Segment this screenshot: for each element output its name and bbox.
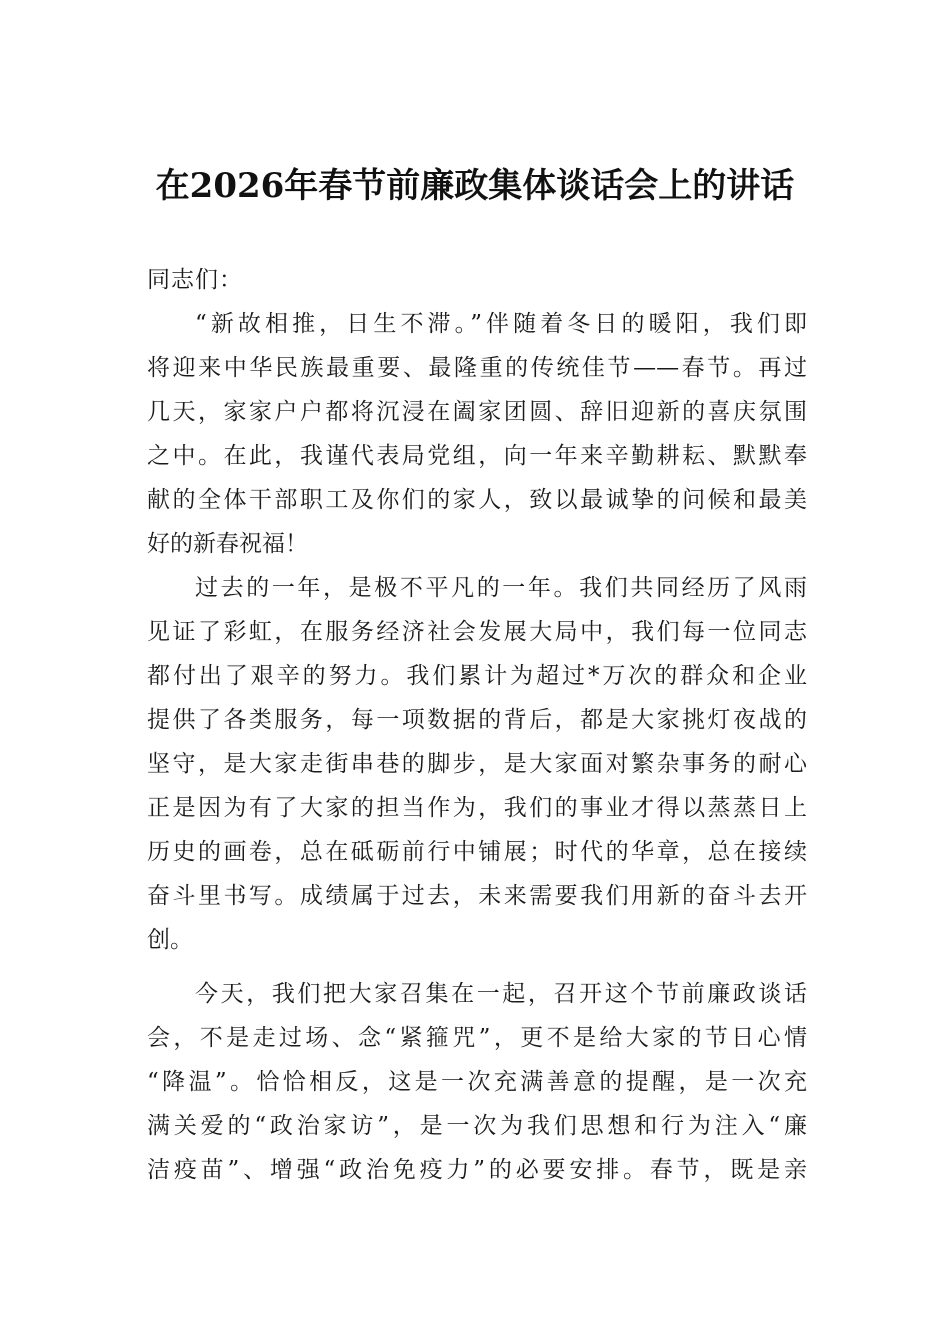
paragraph-2-line: 历史的画卷，总在砥砺前行中铺展；时代的华章，总在接续 <box>147 839 807 865</box>
paragraph-1-line: “新故相推，日生不滞。”伴随着冬日的暖阳，我们即 <box>195 311 807 337</box>
document-title: 在2026年春节前廉政集体谈话会上的讲话 <box>155 166 795 206</box>
paragraph-3-line: 满关爱的“政治家访”，是一次为我们思想和行为注入“廉 <box>147 1113 807 1139</box>
paragraph-2-line: 奋斗里书写。成绩属于过去，未来需要我们用新的奋斗去开 <box>147 883 807 909</box>
paragraph-3-line: 洁疫苗”、增强“政治免疫力”的必要安排。春节，既是亲 <box>147 1157 807 1183</box>
paragraph-1-line: 之中。在此，我谨代表局党组，向一年来辛勤耕耘、默默奉 <box>147 443 807 469</box>
paragraph-1-line: 献的全体干部职工及你们的家人，致以最诚挚的问候和最美 <box>147 487 807 513</box>
paragraph-3-line: 会，不是走过场、念“紧箍咒”，更不是给大家的节日心情 <box>147 1025 807 1051</box>
paragraph-3-line: 今天，我们把大家召集在一起，召开这个节前廉政谈话 <box>195 981 807 1007</box>
paragraph-1-line: 好的新春祝福！ <box>147 531 308 557</box>
paragraph-2-line: 都付出了艰辛的努力。我们累计为超过*万次的群众和企业 <box>147 663 807 689</box>
paragraph-2-line: 提供了各类服务，每一项数据的背后，都是大家挑灯夜战的 <box>147 707 807 733</box>
paragraph-2-line: 过去的一年，是极不平凡的一年。我们共同经历了风雨 <box>195 575 807 601</box>
paragraph-2-line: 见证了彩虹，在服务经济社会发展大局中，我们每一位同志 <box>147 619 807 645</box>
paragraph-3-line: “降温”。恰恰相反，这是一次充满善意的提醒，是一次充 <box>147 1069 807 1095</box>
paragraph-1-line: 几天，家家户户都将沉浸在阖家团圆、辞旧迎新的喜庆氛围 <box>147 399 807 425</box>
paragraph-1-line: 将迎来中华民族最重要、最隆重的传统佳节——春节。再过 <box>147 355 807 381</box>
salutation: 同志们： <box>147 267 243 293</box>
paragraph-2-line: 创。 <box>147 927 193 953</box>
paragraph-2-line: 正是因为有了大家的担当作为，我们的事业才得以蒸蒸日上 <box>147 795 807 821</box>
paragraph-2-line: 坚守，是大家走街串巷的脚步，是大家面对繁杂事务的耐心 <box>147 751 807 777</box>
